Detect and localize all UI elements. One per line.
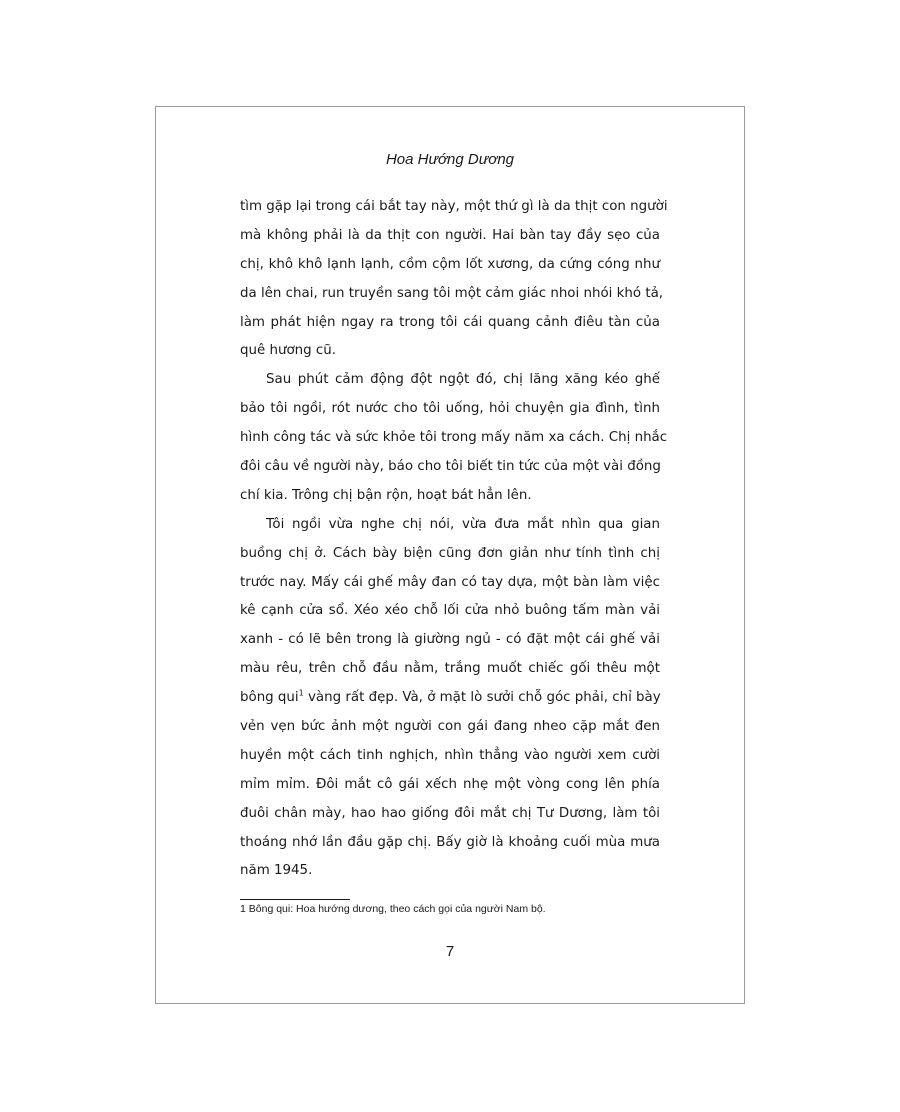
footnote-divider	[240, 899, 350, 900]
text-line: đôi câu về người này, báo cho tôi biết tin tức của một vài đồng	[240, 459, 661, 475]
text-line: vẻn vẹn bức ảnh một người con gái đang nheo cặp mắt đen	[240, 719, 660, 735]
footnote-reference[interactable]: 1	[298, 688, 304, 698]
text-line: năm 1945.	[240, 863, 313, 879]
text-line: kê cạnh cửa sổ. Xéo xéo chỗ lối cửa nhỏ buông tấm màn vải	[240, 603, 660, 619]
text-line: bảo tôi ngồi, rót nước cho tôi uống, hỏi chuyện gia đình, tình	[240, 401, 660, 417]
page-number: 7	[445, 943, 455, 960]
text-line: quê hương cũ.	[240, 343, 336, 359]
footnote: 1 Bông qui: Hoa hướng dương, theo cách gọi của người Nam bộ.	[240, 903, 546, 915]
text-line: huyền một cách tinh nghịch, nhìn thẳng vào người xem cười	[240, 747, 660, 763]
text-line: da lên chai, run truyền sang tôi một cảm giác nhoi nhói khó tả,	[240, 285, 664, 301]
text-line-with-footnote	[240, 684, 660, 713]
text-line: buồng chị ở. Cách bày biện cũng đơn giản như tính tình chị	[240, 545, 660, 561]
text-line: tìm gặp lại trong cái bắt tay này, một thứ gì là da thịt con người	[240, 199, 668, 214]
text-line: đuôi chân mày, hao hao giống đôi mắt chị Tư Dương, làm tôi	[240, 805, 660, 821]
text-line: chí kia. Trông chị bận rộn, hoạt bát hẳn lên.	[240, 487, 532, 503]
text-line: chị, khô khô lạnh lạnh, cồm cộm lốt xương, da cứng cóng như	[240, 256, 660, 272]
text-line: thoáng nhớ lần đầu gặp chị. Bấy giờ là khoảng cuối mùa mưa	[240, 834, 660, 850]
text-fragment: bông qui	[240, 690, 299, 706]
running-head: Hoa Hướng Dương	[385, 151, 515, 168]
book-page	[155, 106, 745, 1004]
text-line: mỉm mỉm. Đôi mắt cô gái xếch nhẹ một vòng cong lên phía	[240, 776, 660, 792]
text-line: trước nay. Mấy cái ghế mây đan có tay dựa, một bàn làm việc	[240, 574, 660, 590]
text-line: làm phát hiện ngay ra trong tôi cái quang cảnh điêu tàn của	[240, 314, 660, 330]
body-text	[240, 193, 668, 886]
text-line: màu rêu, trên chỗ đầu nằm, trắng muốt chiếc gối thêu một	[240, 661, 660, 677]
text-line: Sau phút cảm động đột ngột đó, chị lăng xăng kéo ghế	[266, 372, 660, 388]
text-line: hình công tác và sức khỏe tôi trong mấy năm xa cách. Chị nhắc	[240, 430, 668, 446]
text-line: mà không phải là da thịt con người. Hai bàn tay đầy sẹo của	[240, 227, 660, 243]
text-line: Tôi ngồi vừa nghe chị nói, vừa đưa mắt nhìn qua gian	[266, 516, 660, 532]
text-line: xanh - có lẽ bên trong là giường ngủ - có đặt một cái ghế vải	[240, 632, 660, 648]
text-fragment: vàng rất đẹp. Và, ở mặt lò sưởi chỗ góc phải, chỉ bày	[303, 690, 661, 706]
